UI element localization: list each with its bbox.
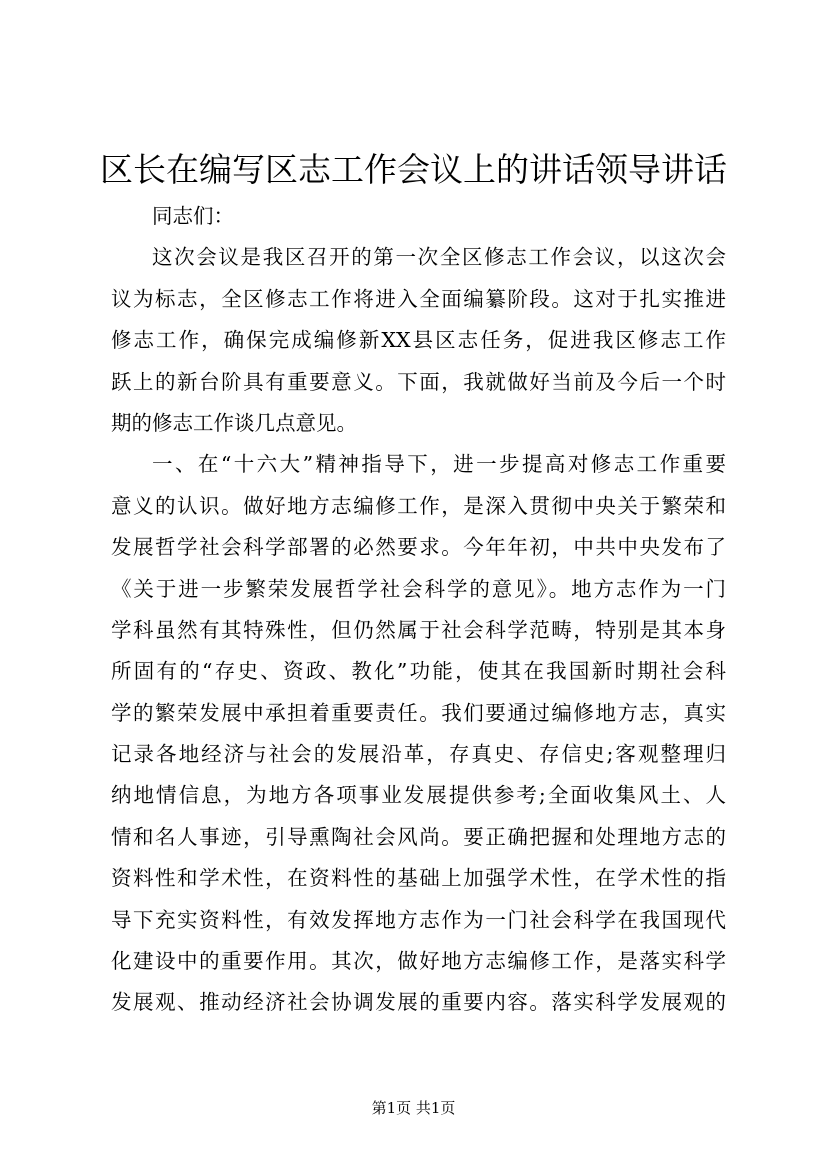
text-line: 导下充实资料性，有效发挥地方志作为一门社会科学在我国现代 xyxy=(111,907,726,932)
text-line: 一、在“十六大”精神指导下，进一步提高对修志工作重要 xyxy=(152,452,726,477)
text-line: 资料性和学术性，在资料性的基础上加强学术性，在学术性的指 xyxy=(111,866,726,891)
document-body xyxy=(111,196,726,1024)
paragraph-2 xyxy=(111,444,726,1023)
greeting-line: 同志们： xyxy=(152,204,234,228)
text-line: 学的繁荣发展中承担着重要责任。我们要通过编修地方志，真实 xyxy=(111,700,726,725)
text-line: 《关于进一步繁荣发展哲学社会科学的意见》。地方志作为一门 xyxy=(111,576,726,601)
text-line: 意义的认识。做好地方志编修工作，是深入贯彻中央关于繁荣和 xyxy=(111,493,726,518)
text-line: 纳地情信息，为地方各项事业发展提供参考;全面收集风土、人 xyxy=(111,783,726,808)
text-line: 这次会议是我区召开的第一次全区修志工作会议，以这次会 xyxy=(152,245,726,270)
text-line: 发展哲学社会科学部署的必然要求。今年年初，中共中央发布了 xyxy=(111,535,726,560)
text-line: 跃上的新台阶具有重要意义。下面，我就做好当前及今后一个时 xyxy=(111,369,726,394)
text-line: 所固有的“存史、资政、教化”功能，使其在我国新时期社会科 xyxy=(111,659,726,684)
document-title: 区长在编写区志工作会议上的讲话领导讲话 xyxy=(100,150,727,189)
text-line: 情和名人事迹，引导熏陶社会风尚。要正确把握和处理地方志的 xyxy=(111,824,726,849)
text-line: 化建设中的重要作用。其次，做好地方志编修工作，是落实科学 xyxy=(111,949,726,974)
paragraph-1 xyxy=(111,237,726,444)
page-number-footer: 第1页 共1页 xyxy=(371,1099,456,1117)
text-line: 修志工作，确保完成编修新XX县区志任务，促进我区修志工作 xyxy=(111,328,726,353)
text-line: 记录各地经济与社会的发展沿革，存真史、存信史;客观整理归 xyxy=(111,742,726,767)
text-line: 学科虽然有其特殊性，但仍然属于社会科学范畴，特别是其本身 xyxy=(111,617,726,642)
text-line: 议为标志，全区修志工作将进入全面编纂阶段。这对于扎实推进 xyxy=(111,286,726,311)
text-line: 期的修志工作谈几点意见。 xyxy=(111,410,357,435)
text-line: 发展观、推动经济社会协调发展的重要内容。落实科学发展观的 xyxy=(111,990,726,1015)
